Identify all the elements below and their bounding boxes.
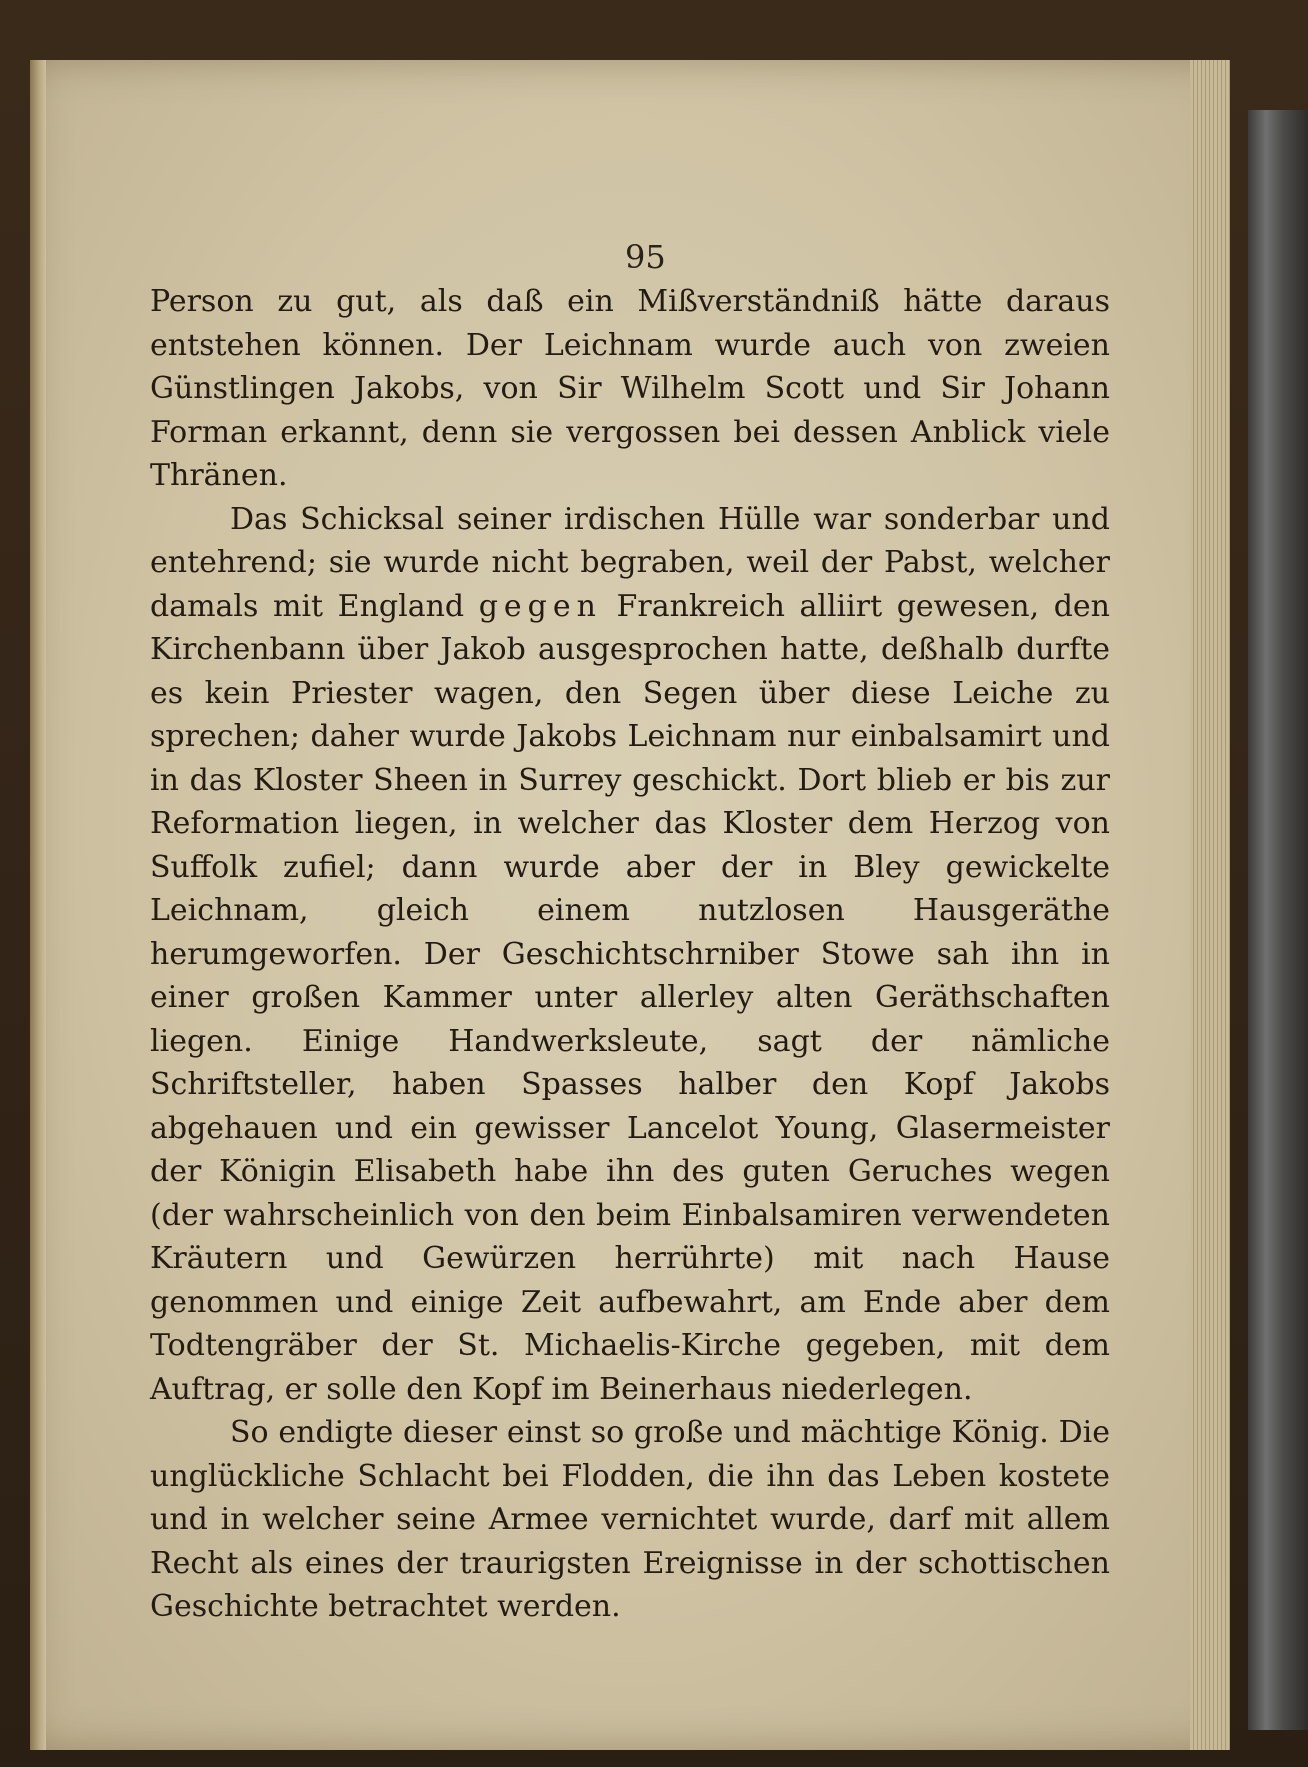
paragraph-3: So endigte dieser einst so große und mächtige König. Die unglückliche Schlacht bei Flodden, die ihn das Leben kostete und in welcher seine Armee vernichtet wurde, darf mit allem Recht als eines der traurigsten Ereignisse in der schottischen Geschichte betrachtet werden. (150, 1415, 1110, 1624)
paragraph-2 (150, 498, 1110, 1412)
book-page (30, 60, 1230, 1750)
left-page-edge (30, 60, 46, 1750)
book-cover-edge (1248, 110, 1308, 1730)
paragraph-1: Person zu gut, als daß ein Mißverständniß hätte daraus entstehen können. Der Leichnam wurde auch von zweien Günstlingen Jakobs, von Sir Wilhelm Scott und Sir Johann Forman erkannt, denn sie vergossen bei dessen Anblick viele Thränen. (150, 284, 1110, 493)
page-stack-edge (1190, 60, 1230, 1750)
spaced-word: gegen (478, 588, 602, 624)
paragraph-2-part-2: Frankreich alliirt gewesen, den Kirchenbann über Jakob ausgesprochen hatte, deßhalb durfte es kein Priester wagen, den Segen über diese Leiche zu sprechen; daher wurde Jakobs Leichnam nur einbalsamirt und in das Kloster Sheen in Surrey geschickt. Dort blieb er bis zur Reformation liegen, in welcher das Kloster dem Herzog von Suffolk zufiel; dann wurde aber der in Bley gewickelte Leichnam, gleich einem nutzlosen Hausgeräthe herumgeworfen. Der Geschichtschrniber Stowe sah ihn in einer großen Kammer unter allerley alten Geräthschaften liegen. Einige Handwerksleute, sagt der nämliche Schriftsteller, haben Spasses halber den Kopf Jakobs abgehauen und ein gewisser Lancelot Young, Glasermeister der Königin Elisabeth habe ihn des guten Geruches wegen (der wahrscheinlich von den beim Einbalsamiren verwendeten Kräutern und Gewürzen herrührte) mit nach Hause genommen und einige Zeit aufbewahrt, am Ende aber dem Todtengräber der St. Michaelis-Kirche gegeben, mit dem Auftrag, er solle den Kopf im Beinerhaus niederlegen. (150, 588, 1110, 1407)
body-text (150, 280, 1110, 1629)
page-number: 95 (625, 238, 666, 276)
paragraph-2-part-1: Das Schicksal seiner irdischen Hülle war sonderbar und entehrend; sie wurde nicht begraben, weil der Pabst, welcher damals mit England (150, 501, 1110, 624)
